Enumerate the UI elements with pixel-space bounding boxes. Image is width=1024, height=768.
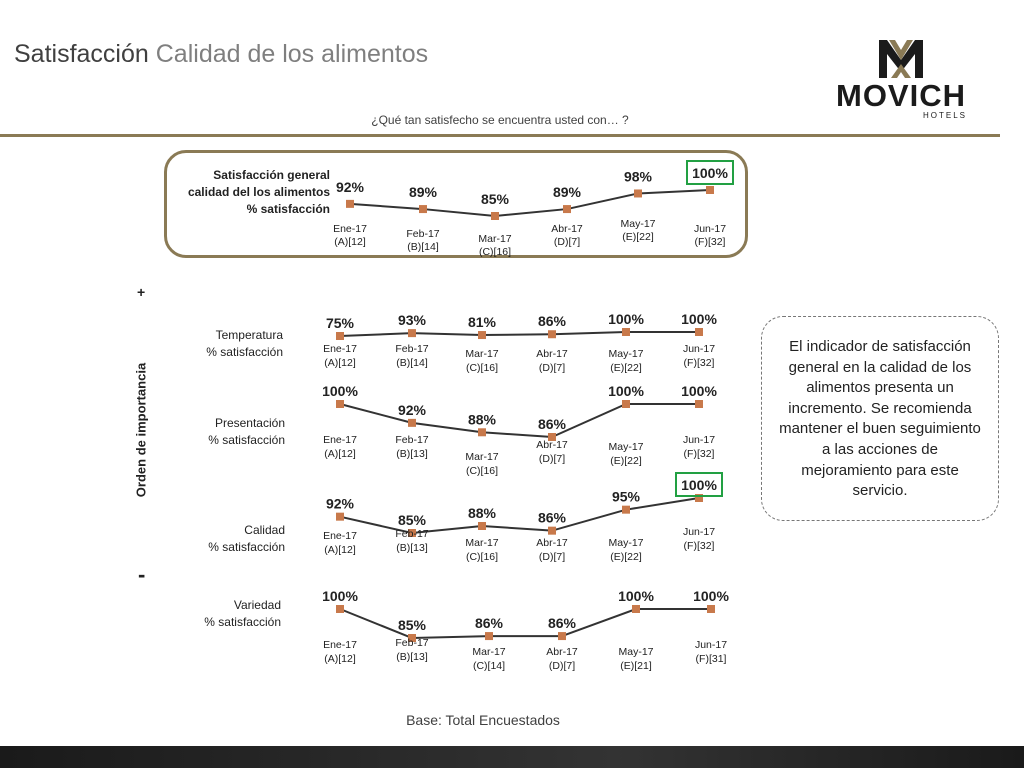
data-label: 89% <box>552 184 582 201</box>
tick-label: (C)[14] <box>472 660 506 672</box>
data-point <box>419 205 427 213</box>
importance-plus: + <box>137 284 146 300</box>
logo-tagline: HOTELS <box>922 111 968 120</box>
tick-label: (B)[14] <box>407 241 439 253</box>
data-point <box>336 332 344 340</box>
title-main: Satisfacción <box>14 40 149 68</box>
data-label: 88% <box>467 411 497 428</box>
tick-label: May-17 <box>608 441 644 453</box>
data-label: 93% <box>397 312 427 329</box>
tick-label: Jun-17 <box>693 223 727 235</box>
bottom-bar <box>0 746 1024 768</box>
tick-label: (C)[16] <box>478 246 512 258</box>
data-label: 95% <box>611 488 641 505</box>
tick-label: (E)[21] <box>620 660 652 672</box>
tick-label: (D)[7] <box>538 453 566 465</box>
data-label: 100% <box>322 383 358 399</box>
chart-label-line: % satisfacción <box>246 202 330 216</box>
data-label: 86% <box>474 615 504 632</box>
tick-label: May-17 <box>618 646 654 658</box>
tick-label: Mar-17 <box>465 451 499 463</box>
data-point <box>563 205 571 213</box>
logo-wordmark: MOVICH <box>836 78 966 113</box>
tick-label: (A)[12] <box>324 544 356 556</box>
tick-label: (B)[14] <box>396 357 428 369</box>
data-label: 85% <box>480 191 510 207</box>
tick-label: Feb-17 <box>395 637 429 649</box>
tick-label: (D)[7] <box>538 362 566 374</box>
data-label: 86% <box>537 509 567 526</box>
chart-calidad <box>208 473 722 563</box>
series-line <box>340 609 711 638</box>
tick-label: Abr-17 <box>536 537 568 549</box>
tick-label: Abr-17 <box>551 223 583 235</box>
tick-label: Abr-17 <box>546 646 578 658</box>
tick-label: (A)[12] <box>324 448 356 460</box>
tick-label: (F)[32] <box>694 236 726 248</box>
conclusion-callout: El indicador de satisfacción general en la calidad de los alimentos presenta un incremento. Se recomienda mantener el buen seguimiento a las acciones de mejoramiento para este servicio. <box>761 316 999 521</box>
data-label: 100% <box>608 311 644 327</box>
data-label: 86% <box>537 416 567 432</box>
data-point <box>706 186 714 194</box>
tick-label: Feb-17 <box>406 228 440 240</box>
base-note: Base: Total Encuestados <box>406 712 560 728</box>
tick-label: Jun-17 <box>682 526 716 538</box>
data-point <box>478 522 486 530</box>
data-point <box>634 189 642 197</box>
series-line <box>340 498 699 533</box>
data-label: 75% <box>325 315 355 331</box>
data-label: 92% <box>335 178 365 195</box>
tick-label: Ene-17 <box>323 530 357 542</box>
data-point <box>622 506 630 514</box>
data-label: 88% <box>467 505 497 521</box>
tick-label: (C)[16] <box>465 551 499 563</box>
data-label: 100% <box>692 165 728 181</box>
chart-label-line: calidad del los alimentos <box>187 185 330 199</box>
chart-label-line: Calidad <box>244 523 285 537</box>
importance-axis-label: Orden de importancia <box>133 362 149 498</box>
tick-label: (F)[32] <box>683 540 715 552</box>
data-point <box>408 419 416 427</box>
tick-label: May-17 <box>608 348 644 360</box>
tick-label: (F)[32] <box>683 448 715 460</box>
tick-label: (C)[16] <box>465 362 499 374</box>
tick-label: Mar-17 <box>478 233 512 245</box>
data-point <box>336 605 344 613</box>
importance-minus: - <box>138 562 146 587</box>
tick-label: Mar-17 <box>472 646 506 658</box>
series-line <box>340 401 699 437</box>
chart-label-line: Presentación <box>214 416 285 430</box>
data-label: 85% <box>397 617 427 633</box>
chart-summary <box>188 161 733 258</box>
data-point <box>478 428 486 436</box>
tick-label: (E)[22] <box>610 362 642 374</box>
data-label: 89% <box>408 184 438 201</box>
data-label: 100% <box>681 477 717 493</box>
data-label: 100% <box>618 588 654 604</box>
chart-label-line: Satisfacción general <box>213 168 330 182</box>
tick-label: (F)[31] <box>695 653 727 665</box>
data-point <box>558 632 566 640</box>
chart-label-line: % satisfacción <box>204 615 281 629</box>
data-point <box>336 400 344 408</box>
data-label: 92% <box>397 401 427 418</box>
data-label: 100% <box>681 311 717 327</box>
data-point <box>491 212 499 220</box>
data-label: 100% <box>322 588 358 604</box>
data-point <box>632 605 640 613</box>
tick-label: (B)[13] <box>396 448 428 460</box>
data-label: 85% <box>397 512 427 528</box>
data-label: 92% <box>325 495 355 512</box>
tick-label: (C)[16] <box>465 465 499 477</box>
chart-label-line: Variedad <box>233 598 281 612</box>
data-point <box>622 400 630 408</box>
data-point <box>478 331 486 339</box>
data-label: 100% <box>681 383 717 399</box>
tick-label: Feb-17 <box>395 434 429 446</box>
data-point <box>548 527 556 535</box>
data-point <box>695 400 703 408</box>
data-point <box>548 330 556 338</box>
data-label: 86% <box>547 615 577 632</box>
tick-label: Jun-17 <box>682 434 716 446</box>
tick-label: Ene-17 <box>323 639 357 651</box>
title-sub: Calidad de los alimentos <box>155 40 429 68</box>
chart-presentacion <box>208 383 717 477</box>
series-line <box>340 332 699 336</box>
tick-label: Feb-17 <box>395 528 429 540</box>
tick-label: Ene-17 <box>323 434 357 446</box>
data-point <box>336 513 344 521</box>
tick-label: Jun-17 <box>694 639 728 651</box>
tick-label: May-17 <box>620 218 656 230</box>
data-label: 98% <box>623 168 653 185</box>
tick-label: Feb-17 <box>395 343 429 355</box>
tick-label: (E)[22] <box>622 231 654 243</box>
tick-label: (F)[32] <box>683 357 715 369</box>
data-label: 81% <box>467 314 497 331</box>
tick-label: (A)[12] <box>324 653 356 665</box>
tick-label: Jun-17 <box>682 343 716 355</box>
tick-label: Abr-17 <box>536 439 568 451</box>
chart-label-line: % satisfacción <box>206 345 283 359</box>
data-point <box>695 328 703 336</box>
data-point <box>485 632 493 640</box>
tick-label: May-17 <box>608 537 644 549</box>
tick-label: Abr-17 <box>536 348 568 360</box>
tick-label: Ene-17 <box>333 223 367 235</box>
tick-label: (B)[13] <box>396 651 428 663</box>
data-label: 100% <box>693 588 729 604</box>
tick-label: (D)[7] <box>548 660 576 672</box>
chart-variedad <box>204 588 729 672</box>
tick-label: (D)[7] <box>553 236 581 248</box>
series-line <box>350 190 710 216</box>
data-label: 100% <box>608 383 644 399</box>
data-point <box>622 328 630 336</box>
data-label: 86% <box>537 313 567 330</box>
tick-label: (A)[12] <box>334 236 366 248</box>
data-point <box>408 329 416 337</box>
data-point <box>346 200 354 208</box>
chart-label-line: Temperatura <box>215 328 283 342</box>
chart-label-line: % satisfacción <box>208 433 285 447</box>
tick-label: Mar-17 <box>465 348 499 360</box>
tick-label: Ene-17 <box>323 343 357 355</box>
chart-temperatura <box>206 311 717 374</box>
data-point <box>707 605 715 613</box>
chart-label-line: % satisfacción <box>208 540 285 554</box>
survey-question: ¿Qué tan satisfecho se encuentra usted con… ? <box>371 113 629 127</box>
tick-label: (D)[7] <box>538 551 566 563</box>
tick-label: (B)[13] <box>396 542 428 554</box>
tick-label: Mar-17 <box>465 537 499 549</box>
tick-label: (E)[22] <box>610 551 642 563</box>
tick-label: (A)[12] <box>324 357 356 369</box>
tick-label: (E)[22] <box>610 455 642 467</box>
